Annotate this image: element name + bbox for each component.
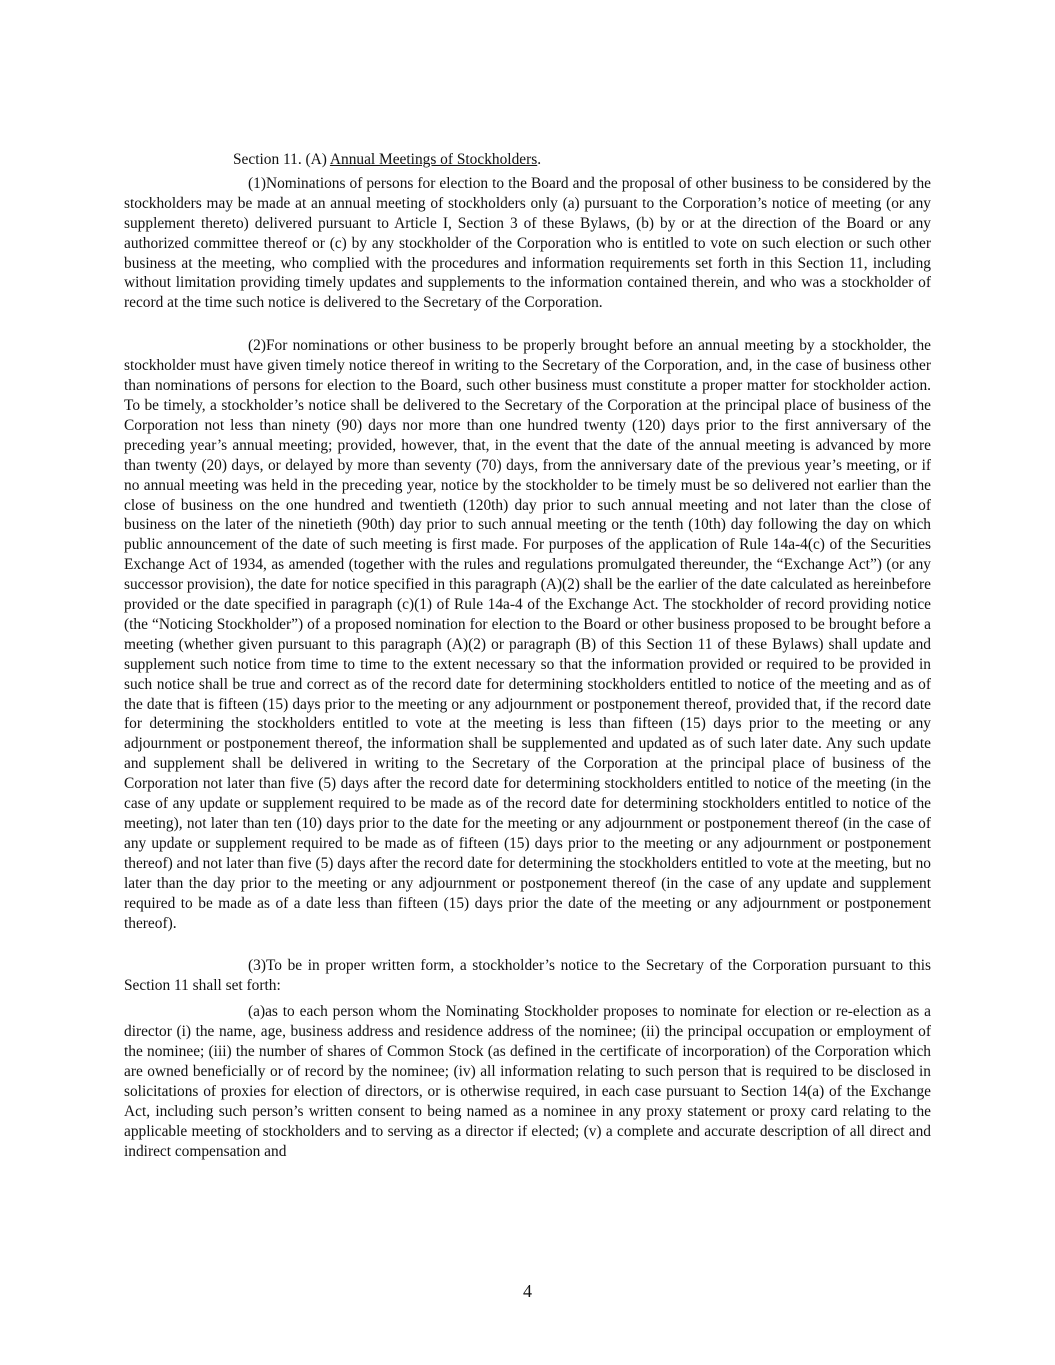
- paragraph-number: (3): [248, 957, 266, 975]
- section-heading-prefix: Section 11. (A): [233, 151, 330, 168]
- paragraph-number: (2): [248, 337, 266, 355]
- paragraph-text: Nominations of persons for election to the Board and the proposal of other business to be considered by the stockholders may be made at an annual meeting of stockholders only (a) pursuant to the Corporation’s notice of meeting (or any supplement thereto) delivered pursuant to Article I, Section 3 of these Bylaws, (b) by or at the direction of the Board or any authorized committee thereof or (c) by any stockholder of the Corporation who is entitled to vote on such election or such other business at the meeting, who complied with the procedures and information requirements set forth in this Section 11, including without limitation providing timely updates and supplements to the information contained therein, and who was a stockholder of record at the time such notice is delivered to the Secretary of the Corporation.: [124, 174, 931, 312]
- paragraph-number: (1): [248, 174, 266, 192]
- paragraph-3: [124, 956, 931, 996]
- page-number: 4: [523, 1281, 532, 1301]
- document-page: [124, 150, 931, 1162]
- paragraph-number: (a): [248, 1003, 266, 1021]
- paragraph-text: as to each person whom the Nominating Stockholder proposes to nominate for election or re-election as a director (i) the name, age, business address and residence address of the nominee; (ii) the principal occupation or employment of the nominee; (iii) the number of shares of Common Stock (as defined in the certificate of incorporation) of the Corporation which are owned beneficially or of record by the nominee; (iv) all information relating to such person that is required to be disclosed in solicitations of proxies for election of directors, or is otherwise required, in each case pursuant to Section 14(a) of the Exchange Act, including such person’s written consent to being named as a nominee in any proxy statement or proxy card relating to the applicable meeting of stockholders and to serving as a director if elected; (v) a complete and accurate description of all direct and indirect compensation and: [124, 1003, 931, 1160]
- paragraph-text: For nominations or other business to be properly brought before an annual meeting by a stockholder, the stockholder must have given timely notice thereof in writing to the Secretary of the Corporation, and, in the case of business other than nominations of persons for election to the Board, such other business must constitute a proper matter for stockholder action. To be timely, a stockholder’s notice shall be delivered to the Secretary of the Corporation at the principal place of business of the Corporation not less than ninety (90) days nor more than one hundred twenty (120) days prior to the first anniversary of the preceding year’s annual meeting; provided, however, that, in the event that the date of the annual meeting is advanced by more than twenty (20) days, or delayed by more than seventy (70) days, from the anniversary date of the previous year’s meeting, or if no annual meeting was held in the preceding year, notice by the stockholder to be timely must be so delivered not earlier than the close of business on the one hundred and twentieth (120th) day prior to such annual meeting and not later than the close of business on the later of the ninetieth (90th) day prior to such annual meeting or the tenth (10th) day following the day on which public announcement of the date of such meeting is first made. For purposes of the application of Rule 14a-4(c) of the Securities Exchange Act of 1934, as amended (together with the rules and regulations promulgated thereunder, the “Exchange Act”) (or any successor provision), the date for notice specified in this paragraph (A)(2) shall be the earlier of the date calculated as hereinbefore provided or the date specified in paragraph (c)(1) of Rule 14a-4 of the Exchange Act. The stockholder of record providing notice (the “Noticing Stockholder”) of a proposed nomination for election to the Board or other business proposed to be brought before a meeting (whether given pursuant to this paragraph (A)(2) or paragraph (B) of this Section 11 of these Bylaws) shall update and supplement such notice from time to time to the extent necessary so that the information provided or required to be provided in such notice shall be true and correct as of the record date for determining stockholders entitled to notice of the meeting and as of the date that is fifteen (15) days prior to the meeting or any adjournment or postponement thereof, provided that, if the record date for determining the stockholders entitled to vote at the meeting is less than fifteen (15) days prior to the meeting or any adjournment or postponement thereof, the information shall be supplemented and updated as of such later date. Any such update and supplement shall be delivered in writing to the Secretary of the Corporation at the principal place of business of the Corporation not later than five (5) days after the record date for determining stockholders entitled to notice of the meeting (in the case of any update or supplement required to be made as of the record date for determining stockholders entitled to notice of the meeting), not later than ten (10) days prior to the date for the meeting or any adjournment or postponement thereof (in the case of any update or supplement required to be made as of fifteen (15) days prior to the meeting or any adjournment or postponement thereof) and not later than five (5) days after the record date for determining the stockholders entitled to vote at the meeting, but no later than the day prior to the meeting or any adjournment or postponement thereof (in the case of any update and supplement required to be made as of a date less than fifteen (15) days prior the date of the meeting or any adjournment or postponement thereof).: [124, 337, 931, 932]
- section-heading-title: Annual Meetings of Stockholders: [329, 151, 538, 168]
- paragraph-text: To be in proper written form, a stockholder’s notice to the Secretary of the Corporation pursuant to this Section 11 shall set forth:: [124, 957, 931, 995]
- section-heading: [124, 150, 931, 170]
- paragraph-1: [124, 174, 931, 313]
- paragraph-3a: [124, 1002, 931, 1161]
- paragraph-2: [124, 336, 931, 933]
- section-heading-suffix: .: [537, 151, 542, 168]
